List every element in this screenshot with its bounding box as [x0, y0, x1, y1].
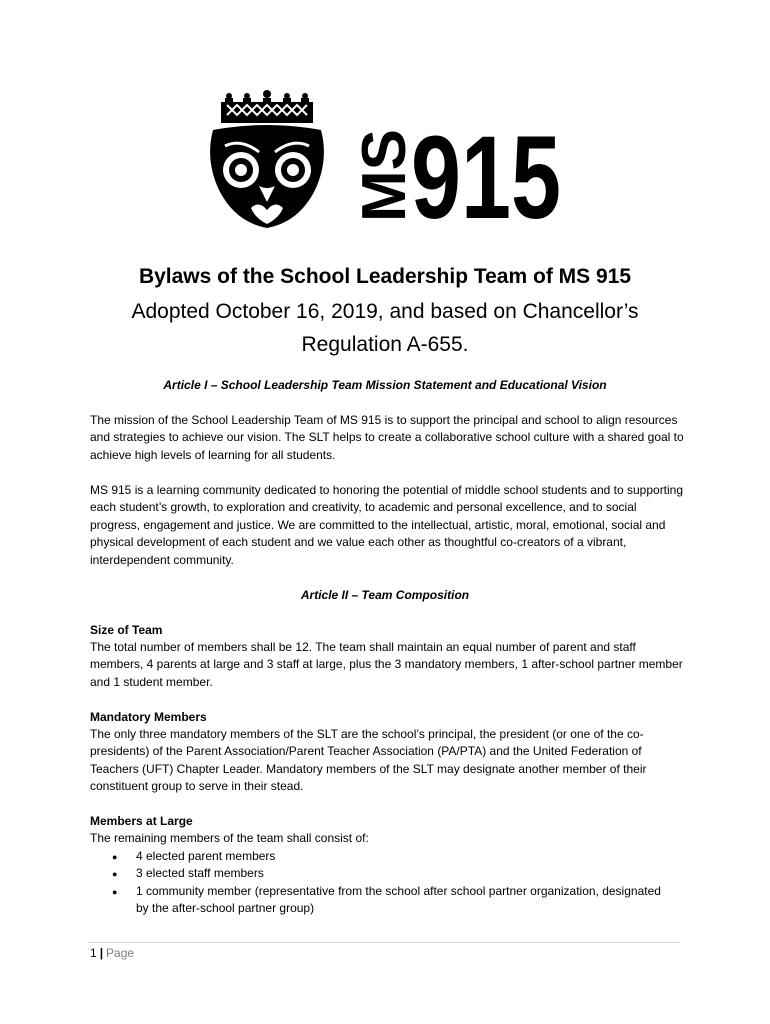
logo-915-text: 915 — [411, 112, 561, 244]
page-label: Page — [106, 946, 135, 960]
vision-paragraph: MS 915 is a learning community dedicated to honoring the potential of middle school students and to supporting each student’s growth, to exploration and creativity, to academic and personal excellence, and to social progress, engagement and justice. We are committed to the intellectual, artistic, moral, emotional, social and physical development of each student and we value each other as thoughtful co-creators of a vibrant, interdependent community. — [90, 483, 684, 567]
logo-ms-text: MS — [350, 129, 419, 222]
members-at-large-list — [112, 848, 672, 918]
list-item: ● 1 community member (representative from the school after school partner organization, designated by the after-school partner group) — [112, 883, 672, 918]
list-item: ● 4 elected parent members — [112, 848, 672, 865]
ms-vertical-logotype — [350, 129, 419, 222]
ms915-logo — [203, 90, 563, 244]
mandatory-members-paragraph: The only three mandatory members of the SLT are the school’s principal, the president (or one of the co-presidents) of the Parent Association/Parent Teacher Association (PA/PTA) and the United Federation of Teachers (UFT) Chapter Leader. Mandatory members of the SLT may designate another member of their constituent group to serve in their stead. — [90, 727, 647, 794]
footer-divider — [88, 942, 680, 943]
size-of-team-heading: Size of Team — [90, 623, 163, 637]
footer-separator: | — [99, 946, 104, 960]
mandatory-members-heading: Mandatory Members — [90, 710, 207, 724]
owl-crown-icon — [210, 90, 324, 228]
mission-paragraph: The mission of the School Leadership Team of MS 915 is to support the principal and school to align resources and strategies to achieve our vision. The SLT helps to create a collaborative school culture with a shared goal to achieve high levels of learning for all students. — [90, 413, 684, 462]
members-at-large-intro: The remaining members of the team shall consist of: — [90, 831, 369, 845]
article-1-heading: Article I – School Leadership Team Mission Statement and Educational Vision — [163, 378, 607, 392]
list-item: ● 3 elected staff members — [112, 865, 672, 882]
page-title: Bylaws of the School Leadership Team of MS 915 — [138, 265, 632, 288]
members-at-large-heading: Members at Large — [90, 814, 193, 828]
article-2-heading: Article II – Team Composition — [300, 588, 470, 602]
page-number: 1 — [90, 946, 97, 960]
page-subtitle: Adopted October 16, 2019, and based on Chancellor’s Regulation A-655. — [131, 300, 639, 356]
page-footer — [90, 946, 134, 960]
size-of-team-paragraph: The total number of members shall be 12. The team shall maintain an equal number of parent and staff members, 4 parents at large and 3 staff at large, plus the 3 mandatory members, 1 after-school partner member and 1 student member. — [90, 640, 683, 689]
